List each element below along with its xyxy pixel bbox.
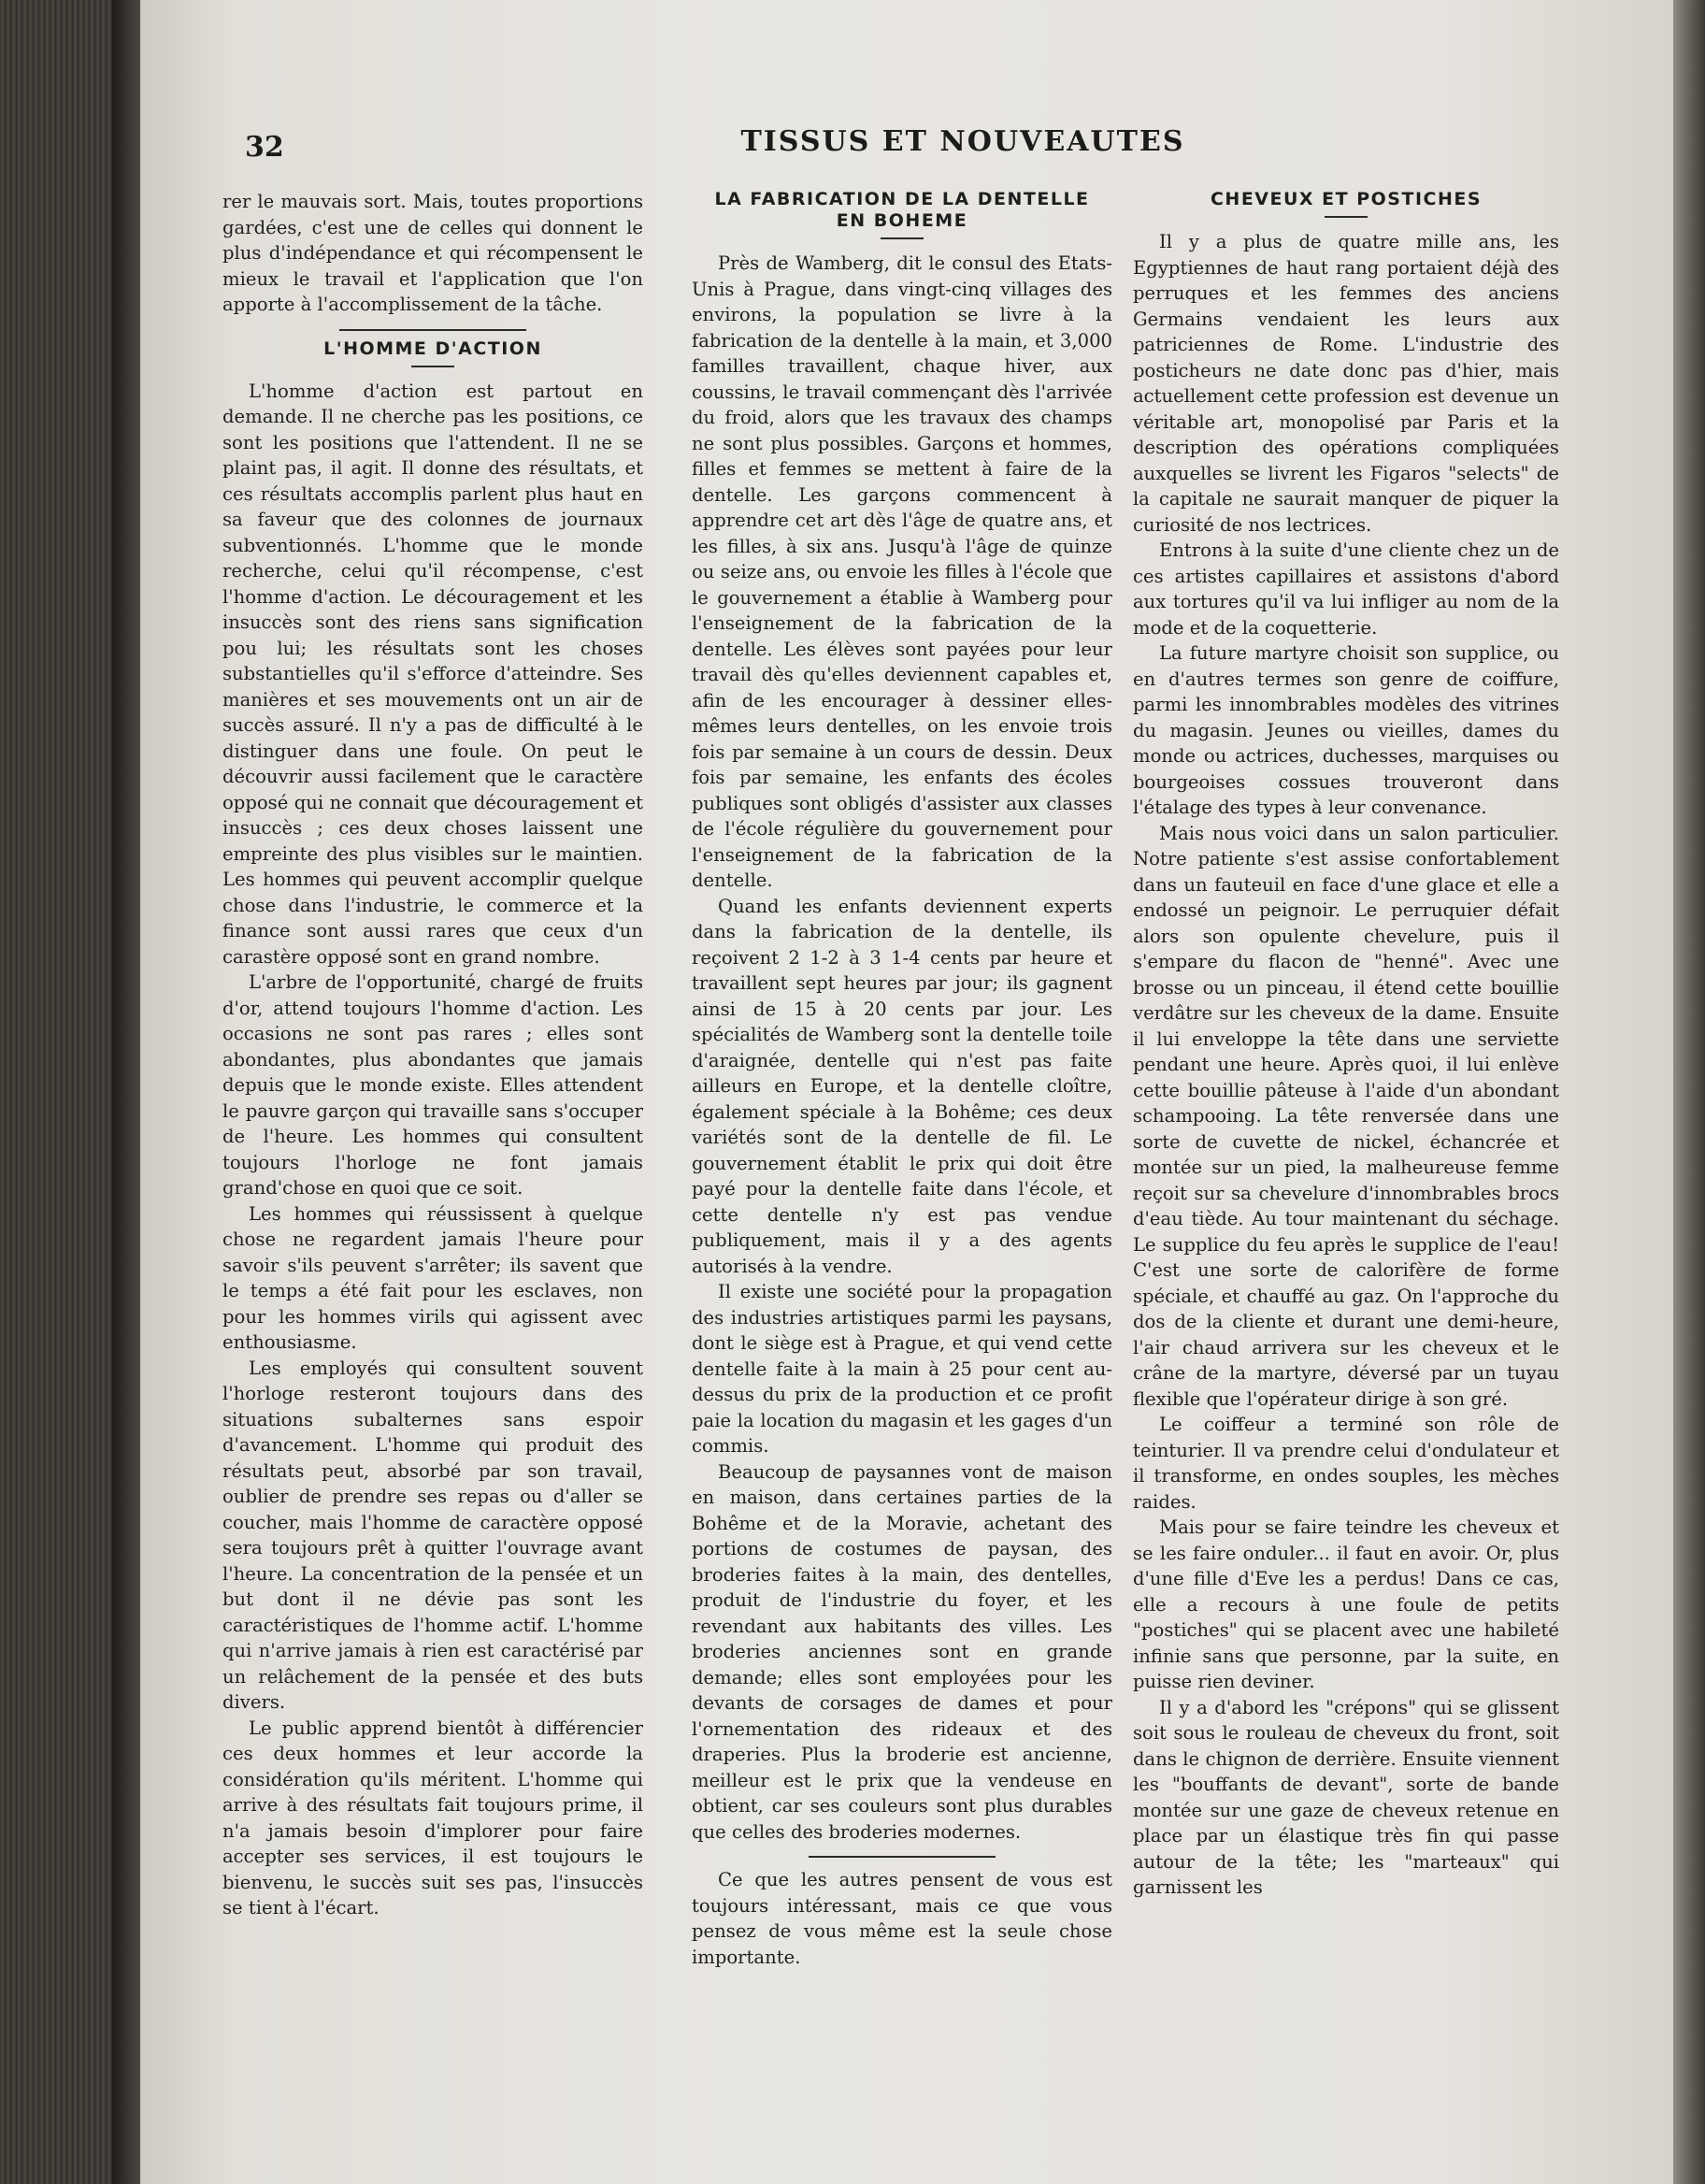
- paragraph: Il y a plus de quatre mille ans, les Egyptiennes de haut rang portaient déjà des perruques et les femmes des anciens Germains vendaient les leurs aux patriciennes de Rome. L'industrie des posticheurs ne date donc pas d'hier, mais actuellement cette profession est devenue un véritable art, monopolisé par Paris et la description des opérations compliquées auxquelles se livrent les Figaros "selects" de la capitale ne saurait manquer de piquer la curiosité de nos lectrices.: [1133, 231, 1559, 536]
- paragraph: Entrons à la suite d'une cliente chez un de ces artistes capillaires et assistons d'abord aux tortures qu'il va lui infliger au nom de la mode et de la coquetterie.: [1133, 539, 1559, 639]
- section-divider: [809, 1856, 996, 1858]
- paragraph: Le public apprend bientôt à différencier ces deux hommes et leur accorde la considération qu'ils méritent. L'homme qui arrive à des résultats fait toujours prime, il n'a jamais besoin d'implorer pour faire accepter ses services, il est toujours le bienvenu, le succès suit ses pas, l'insuccès se tient à l'écart.: [222, 1717, 643, 1918]
- paragraph: Les hommes qui réussissent à quelque chose ne regardent jamais l'heure pour savoir s'ils peuvent s'arrêter; ils savent que le temps a été fait pour les esclaves, non pour les hommes virils qui agissent avec enthousiasme.: [222, 1202, 643, 1353]
- page-right-edge: [1673, 0, 1705, 2184]
- title-rule: [411, 366, 454, 367]
- paragraph: Beaucoup de paysannes vont de maison en maison, dans certaines parties de la Bohême et de la Moravie, achetant des portions de costumes de paysan, des broderies faites à la main, des dentelles, produit de l'industrie du foyer, et les revendant aux habitants des villes. Les broderies anciennes sont en grande demande; elles sont employées pour les devants de corsages de dames et pour l'ornementation des rideaux et des draperies. Plus la broderie est ancienne, meilleur est le prix que la vendeuse en obtient, car ses couleurs sont plus durables que celles des broderies modernes.: [692, 1460, 1112, 1843]
- article-title-line-1: LA FABRICATION DE LA DENTELLE: [714, 189, 1090, 209]
- article-title-homme-action: L'HOMME D'ACTION: [323, 338, 542, 359]
- paragraph: Les employés qui consultent souvent l'horloge resteront toujours dans des situations subalternes sans espoir d'avancement. L'homme qui produit des résultats peut, absorbé par son travail, oublier de prendre ses repas ou d'aller se coucher, mais l'homme de caractère opposé sera toujours prêt à quitter l'ouvrage avant l'heure. La concentration de la pensée et un but dont il ne dévie pas sont les caractéristiques de l'homme actif. L'homme qui n'arrive jamais à rien est caractérisé par un relâchement de la pensée et des buts divers.: [222, 1357, 643, 1713]
- title-rule: [1325, 216, 1368, 218]
- title-rule: [881, 237, 924, 239]
- paragraph: Il existe une société pour la propagation des industries artistiques parmi les paysans, dont le siège est à Prague, et qui vend cette dentelle faite à la main à 25 pour cent au-dessus du prix de la production et ce profit paie la location du magasin et les gages d'un commis.: [692, 1281, 1112, 1457]
- paragraph: Quand les enfants deviennent experts dans la fabrication de la dentelle, ils reçoivent 2 1-2 à 3 1-4 cents par heure et travaillent sept heures par jour; ils gagnent ainsi de 15 à 20 cents par jour. Les spécialités de Wamberg sont la dentelle toile d'araignée, dentelle qui n'est pas faite ailleurs en Europe, et la dentelle cloître, également spéciale à la Bohême; ces deux variétés sont de la dentelle de fil. Le gouvernement établit le prix qui doit être payé pour la dentelle faite dans l'école, et cette dentelle n'y est pas vendue publiquement, mais il y a des agents autorisés à la vendre.: [692, 895, 1112, 1277]
- article-title-cheveux: CHEVEUX ET POSTICHES: [1210, 189, 1483, 209]
- article-title-line-2: EN BOHEME: [836, 210, 968, 231]
- paragraph: Le coiffeur a terminé son rôle de teinturier. Il va prendre celui d'ondulateur et il transforme, en ondes souples, les mèches raides.: [1133, 1414, 1559, 1513]
- quote-paragraph: Ce que les autres pensent de vous est toujours intéressant, mais ce que vous pensez de vous même est la seule chose importante.: [692, 1869, 1112, 1968]
- paragraph: Mais nous voici dans un salon particulier. Notre patiente s'est assise confortablement dans un fauteuil en face d'une glace et elle a endossé un peignoir. Le perruquier défait alors son opulente chevelure, puis il s'empare du flacon de "henné". Avec une brosse ou un pinceau, il étend cette bouillie verdâtre sur les cheveux de la dame. Ensuite il lui enveloppe la tête dans une serviette pendant une heure. Après quoi, il lui enlève cette bouillie pâteuse à l'aide d'un abondant schampooing. La tête renversée dans une sorte de cuvette de nickel, échancrée et montée sur un pied, la malheureuse femme reçoit sur sa chevelure d'innombrables brocs d'eau tiède. Au tour maintenant du séchage. Le supplice du feu après le supplice de l'eau! C'est une sorte de calorifère de forme spéciale, et chauffé au gaz. On l'approche du dos de la cliente et durant une demi-heure, l'air chaud arrivera sur les cheveux et le crâne de la martyre, déversé par un tuyau flexible que l'opérateur dirige à son gré.: [1133, 822, 1559, 1410]
- article-title-dentelle: [692, 189, 1112, 232]
- column-middle: [692, 189, 1112, 1970]
- column-left: [222, 189, 643, 1921]
- column-right: [1133, 189, 1559, 1901]
- running-title: TISSUS ET NOUVEAUTES: [740, 125, 1185, 158]
- paragraph: Mais pour se faire teindre les cheveux et se les faire onduler... il faut en avoir. Or, plus d'une fille d'Eve les a perdus! Dans ce cas, elle a recours à une foule de petits "postiches" qui se placent avec une habileté infinie sans que personne, par la suite, en puisse rien deviner.: [1133, 1516, 1559, 1692]
- page-number: 32: [245, 131, 284, 164]
- paragraph: Près de Wamberg, dit le consul des Etats-Unis à Prague, dans vingt-cinq villages des environs, la population se livre à la fabrication de la dentelle à la main, et 3,000 familles travaillent, chaque hiver, aux coussins, le travail commençant dès l'arrivée du froid, alors que les travaux des champs ne sont plus possibles. Garçons et hommes, filles et femmes se mettent à faire de la dentelle. Les garçons commencent à apprendre cet art dès l'âge de quatre ans, et les filles, à six ans. Jusqu'à l'âge de quinze ou seize ans, ou envoie les filles à l'école que le gouvernement a établie à Wamberg pour l'enseignement de la fabrication de la dentelle. Les élèves sont payées pour leur travail dès qu'elles deviennent capables et, afin de les encourager à dessiner elles-mêmes leurs dentelles, on les envoie trois fois par semaine à un cours de dessin. Deux fois par semaine, les enfants des écoles publiques sont obligés d'assister aux classes de l'école régulière du gouvernement pour l'enseignement de la fabrication de la dentelle.: [692, 252, 1112, 891]
- paragraph: La future martyre choisit son supplice, ou en d'autres termes son genre de coiffure, parmi les innombrables modèles des vitrines du magasin. Jeunes ou vieilles, dames du monde ou actrices, duchesses, marquises ou bourgeoises cossues trouveront dans l'étalage des types à leur convenance.: [1133, 642, 1559, 818]
- magazine-page: [140, 0, 1673, 2184]
- section-divider: [339, 329, 526, 331]
- continued-paragraph: rer le mauvais sort. Mais, toutes proportions gardées, c'est une de celles qui donnent le plus d'indépendance et qui récompensent le mieux le travail et l'application que l'on apporte à l'accomplissement de la tâche.: [222, 191, 643, 315]
- paragraph: L'arbre de l'opportunité, chargé de fruits d'or, attend toujours l'homme d'action. Les occasions ne sont pas rares ; elles sont abondantes, plus abondantes que jamais depuis que le monde existe. Elles attendent le pauvre garçon qui travaille sans s'occuper de l'heure. Les hommes qui consultent toujours l'horloge ne font jamais grand'chose en quoi que ce soit.: [222, 971, 643, 1199]
- paragraph: Il y a d'abord les "crépons" qui se glissent soit sous le rouleau de cheveux du front, soit dans le chignon de derrière. Ensuite viennent les "bouffants de devant", sorte de bande montée sur une gaze de cheveux retenue en place par un élastique très fin qui passe autour de la tête; les "marteaux" qui garnissent les: [1133, 1696, 1559, 1898]
- paragraph: L'homme d'action est partout en demande. Il ne cherche pas les positions, ce sont les positions que l'attendent. Il ne se plaint pas, il agit. Il donne des résultats, et ces résultats accomplis parlent plus haut en sa faveur que des colonnes de journaux subventionnés. L'homme que le monde recherche, celui qu'il récompense, c'est l'homme d'action. Le découragement et les insuccès sont des riens sans signification pou lui; les résultats sont les choses substantielles qu'il s'efforce d'atteindre. Ses manières et ses mouvements ont un air de succès assuré. Il n'y a pas de difficulté à le distinguer dans une foule. On peut le découvrir aussi facilement que le caractère opposé qui ne connait que découragement et insuccès ; ces deux choses laissent une empreinte des plus visibles sur le maintien. Les hommes qui peuvent accomplir quelque chose dans l'industrie, le commerce et la finance sont aussi rares que ceux d'un carastère opposé sont en grand nombre.: [222, 380, 643, 968]
